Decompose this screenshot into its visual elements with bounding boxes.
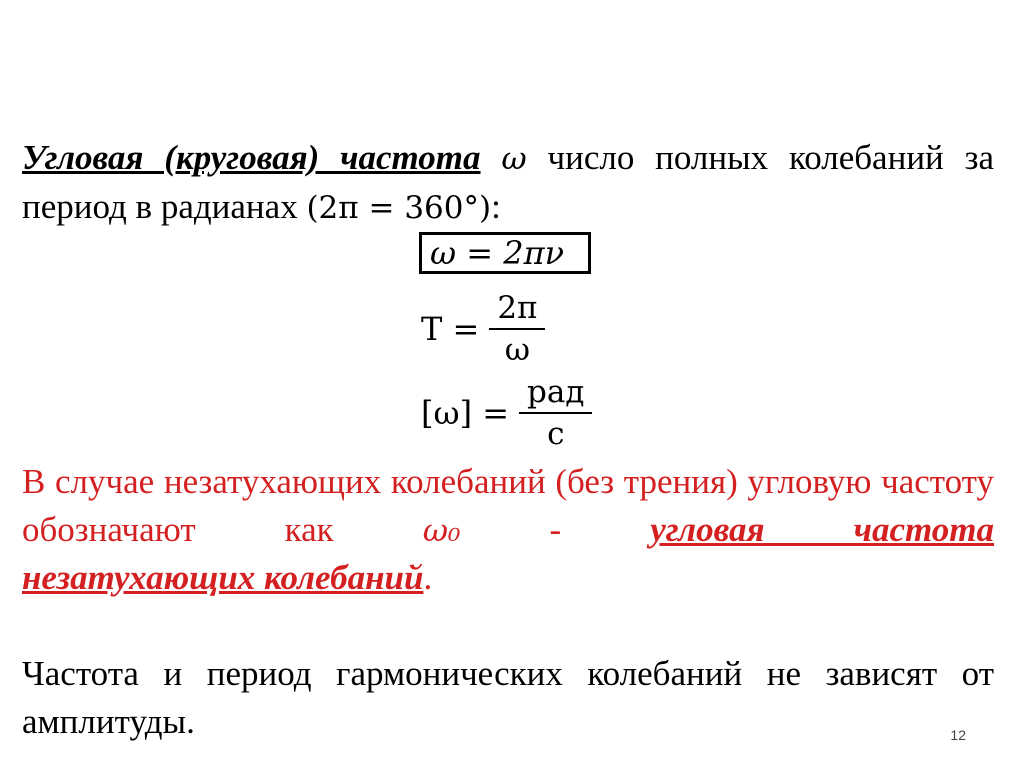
undamped-text: В случае незатухающих колебаний (без трения) угловую частоту обозначают как [22, 462, 994, 549]
dash: - [460, 510, 651, 549]
unit-denominator: с [547, 416, 565, 452]
formula-omega-2pi-nu: ω = 2πν [430, 234, 565, 272]
page-number: 12 [950, 727, 966, 743]
unit-fraction [519, 372, 592, 454]
period-numerator: 2π [497, 290, 538, 326]
unit-lhs: [ω] = [421, 394, 510, 432]
period-lhs: T = [421, 310, 480, 348]
term-undamped-b: незатухающих колебаний [22, 558, 424, 597]
term-angular-frequency: Угловая (круговая) частота [22, 138, 481, 177]
formula-period [421, 285, 545, 373]
unit-numerator: рад [527, 374, 585, 410]
period-fraction [489, 288, 545, 370]
term-undamped-a: угловая частота [650, 510, 995, 549]
paragraph-amplitude: Частота и период гармонических колебаний не зависят от амплитуды. [22, 654, 994, 741]
colon: : [491, 187, 501, 226]
formula-unit [421, 368, 592, 458]
paragraph-undamped-line3 [22, 554, 994, 602]
definition-text: число полных колебаний за период в радианах [22, 138, 994, 226]
paragraph-angular-frequency [22, 134, 994, 232]
radian-equation: (2π = 360°) [306, 190, 492, 226]
period: . [423, 558, 433, 597]
paragraph-undamped [22, 458, 994, 555]
omega-symbol: ω [501, 141, 527, 177]
boxed-formula-omega [419, 232, 591, 274]
omega-zero-symbol: ω₀ [422, 513, 461, 549]
period-denominator: ω [504, 332, 531, 368]
